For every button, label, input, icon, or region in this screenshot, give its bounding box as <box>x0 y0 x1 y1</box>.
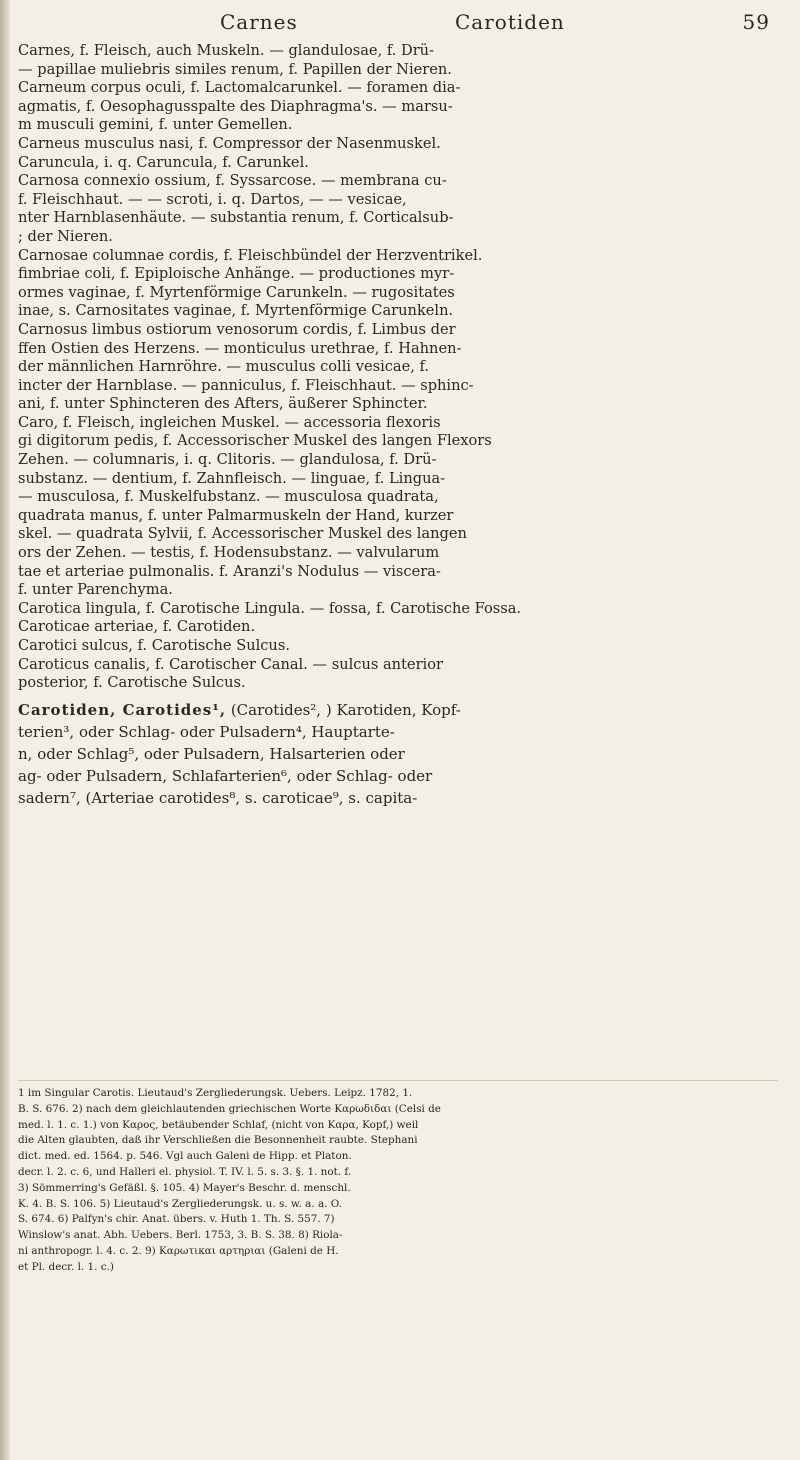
text-line: gi digitorum pedis, f. Accessorischer Muskel des langen Flexors <box>18 432 492 450</box>
text-line: f. unter Parenchyma. <box>18 581 173 599</box>
text-line: inae, s. Carnositates vaginae, f. Myrtenförmige Carunkeln. <box>18 302 454 320</box>
text-line: Carotici sulcus, f. Carotische Sulcus. <box>18 637 290 654</box>
text-line: — musculosa, f. Muskelfubstanz. — musculosa quadrata, <box>18 488 439 506</box>
lemma-text: (Carotides², ) Karotiden, Kopf- <box>226 700 461 719</box>
running-head-left: Carnes <box>220 10 298 34</box>
text-line: Carnosa connexio ossium, f. Syssarcose. — membrana cu- <box>18 172 447 190</box>
text-line: Carnosae columnae cordis, f. Fleischbündel der Herzventrikel. <box>18 246 483 264</box>
text-line: f. Fleischhaut. — — scroti, i. q. Dartos, — — vesicae, <box>18 190 407 208</box>
entry-text <box>18 42 788 809</box>
book-gutter <box>0 0 10 1460</box>
footnote-line: dict. med. ed. 1564. p. 546. Vgl auch Galeni de Hipp. et Platon. <box>18 1150 352 1163</box>
text-line: Caroticus canalis, f. Carotischer Canal. — sulcus anterior <box>18 655 443 673</box>
lemma-line <box>18 765 788 787</box>
text-line: m musculi gemini, f. unter Gemellen. <box>18 116 293 134</box>
text-line: Zehen. — columnaris, i. q. Clitoris. — glandulosa, f. Drü- <box>18 451 437 469</box>
lemma-carotiden <box>18 699 788 809</box>
footnote-line: die Alten glaubten, daß ihr Verschließen die Besonnenheit raubte. Stephani <box>18 1134 418 1147</box>
footnote-line: ni anthropogr. l. 4. c. 2. 9) Καρωτικαι αρτηριαι (Galeni de H. <box>18 1244 339 1257</box>
lemma-text: terien³, oder Schlag- oder Pulsadern⁴, Hauptarte- <box>18 722 395 741</box>
footnote-line: K. 4. B. S. 106. 5) Lieutaud's Zergliederungsk. u. s. w. a. a. O. <box>18 1197 342 1210</box>
page-header <box>70 6 770 40</box>
text-line: Carotica lingula, f. Carotische Lingula. — fossa, f. Carotische Fossa. <box>18 599 522 617</box>
text-line: der männlichen Harnröhre. — musculus colli vesicae, f. <box>18 358 430 376</box>
text-line: Caruncula, i. q. Caruncula, f. Carunkel. <box>18 153 309 171</box>
footnote-line: decr. l. 2. c. 6, und Halleri el. physiol. T. IV. l. 5. s. 3. §. 1. not. f. <box>18 1165 352 1178</box>
text-line: ffen Ostien des Herzens. — monticulus urethrae, f. Hahnen- <box>18 339 462 357</box>
lemma-text: ag- oder Pulsadern, Schlafarterien⁶, oder Schlag- oder <box>18 766 433 785</box>
text-line: Caroticae arteriae, f. Carotiden. <box>18 618 256 636</box>
text-line: Carnes, f. Fleisch, auch Muskeln. — glandulosae, f. Drü- <box>18 42 435 59</box>
text-line: ani, f. unter Sphincteren des Afters, äußerer Sphincter. <box>18 395 428 413</box>
text-line: ; der Nieren. <box>18 227 113 245</box>
text-line: Carneus musculus nasi, f. Compressor der Nasenmuskel. <box>18 134 441 152</box>
footnote-line: B. S. 676. 2) nach dem gleichlautenden griechischen Worte Καρωδιδαι (Celsi de <box>18 1102 441 1115</box>
text-line: nter Harnblasenhäute. — substantia renum, f. Corticalsub- <box>18 209 454 227</box>
lemma-line <box>18 743 788 765</box>
text-line: quadrata manus, f. unter Palmarmuskeln der Hand, kurzer <box>18 506 454 524</box>
footnote-line: S. 674. 6) Palfyn's chir. Anat. übers. v. Huth 1. Th. S. 557. 7) <box>18 1213 335 1226</box>
text-line: Carneum corpus oculi, f. Lactomalcarunkel. — foramen dia- <box>18 79 461 97</box>
text-line: skel. — quadrata Sylvii, f. Accessorischer Muskel des langen <box>18 525 467 543</box>
lemma-text: sadern⁷, (Arteriae carotides⁸, s. caroticae⁹, s. capita- <box>18 788 418 807</box>
footnote-rule <box>18 1080 778 1081</box>
footnotes <box>18 1086 788 1276</box>
footnote-line: 1 im Singular Carotis. Lieutaud's Zergliederungsk. Uebers. Leipz. 1782, 1. <box>18 1087 413 1099</box>
text-line: ors der Zehen. — testis, f. Hodensubstanz. — valvularum <box>18 544 440 562</box>
lemma-text: n, oder Schlag⁵, oder Pulsadern, Halsarterien oder <box>18 744 405 763</box>
text-line: tae et arteriae pulmonalis. f. Aranzi's Nodulus — viscera- <box>18 562 441 580</box>
text-line: substanz. — dentium, f. Zahnfleisch. — linguae, f. Lingua- <box>18 469 446 487</box>
lemma-line <box>18 721 788 743</box>
text-line: Caro, f. Fleisch, ingleichen Muskel. — accessoria flexoris <box>18 413 441 431</box>
text-line: — papillae muliebris similes renum, f. Papillen der Nieren. <box>18 60 452 78</box>
footnote-line: et Pl. decr. l. 1. c.) <box>18 1260 114 1273</box>
footnote-line: med. l. 1. c. 1.) von Καρος, betäubender Schlaf, (nicht von Καρα, Kopf,) weil <box>18 1118 419 1131</box>
footnote-line: Winslow's anat. Abh. Uebers. Berl. 1753, 3. B. S. 38. 8) Riola- <box>18 1229 343 1242</box>
text-line: Carnosus limbus ostiorum venosorum cordis, f. Limbus der <box>18 320 456 338</box>
footnote-line: 3) Sömmerring's Gefäßl. §. 105. 4) Mayer's Beschr. d. menschl. <box>18 1181 351 1194</box>
lemma-line <box>18 787 788 809</box>
text-line: ormes vaginae, f. Myrtenförmige Carunkeln. — rugositates <box>18 283 455 301</box>
text-line: agmatis, f. Oesophagusspalte des Diaphragma's. — marsu- <box>18 97 453 115</box>
page-number: 59 <box>742 10 770 34</box>
text-line: incter der Harnblase. — panniculus, f. Fleischhaut. — sphinc- <box>18 376 474 394</box>
text-line: fimbriae coli, f. Epiploische Anhänge. — productiones myr- <box>18 265 455 283</box>
lemma-headword: Carotiden, Carotides¹, <box>18 700 227 719</box>
lemma-line <box>18 699 788 721</box>
running-head-center: Carotiden <box>455 10 565 34</box>
text-line: posterior, f. Carotische Sulcus. <box>18 674 246 692</box>
